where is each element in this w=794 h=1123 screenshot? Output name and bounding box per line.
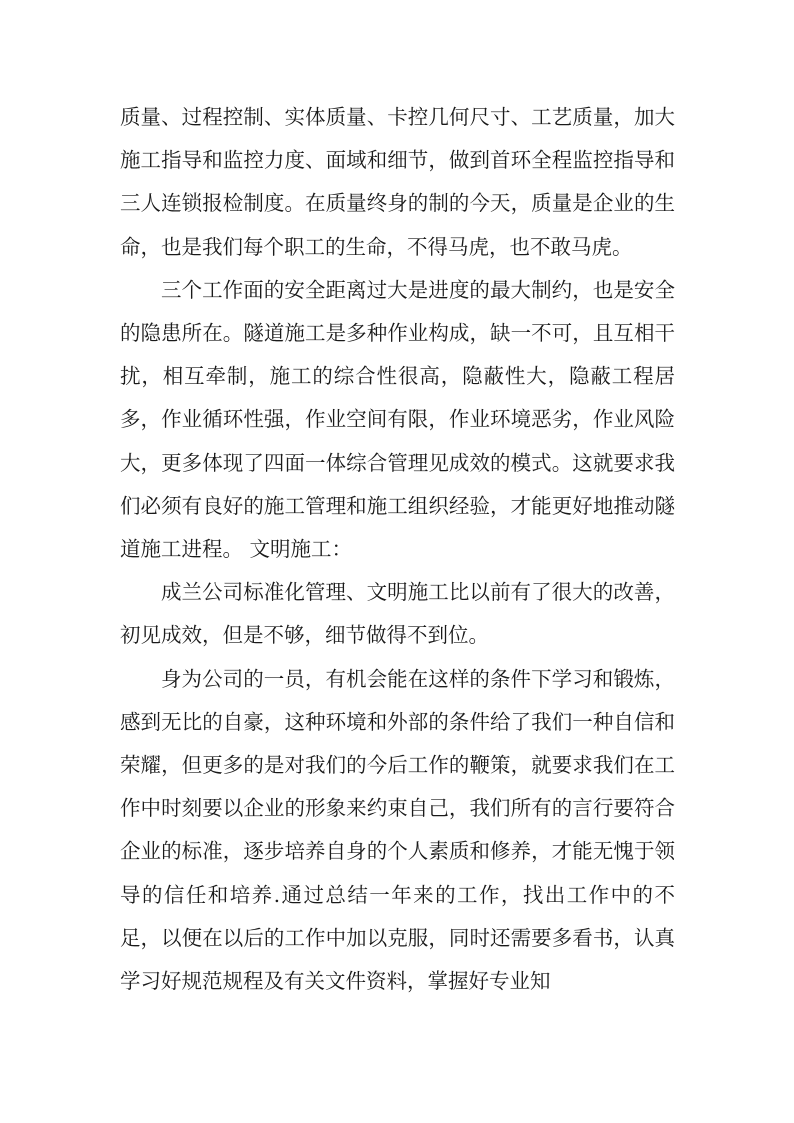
- document-body: [120, 96, 675, 1003]
- paragraph-self-reflection: 身为公司的一员，有机会能在这样的条件下学习和锻炼，感到无比的自豪，这种环境和外部的条件给了我们一种自信和荣耀，但更多的是对我们的今后工作的鞭策，就要求我们在工作中时刻要以企业的形象来约束自己，我们所有的言行要符合企业的标准，逐步培养自身的个人素质和修养，才能无愧于领导的信任和培养.通过总结一年来的工作，找出工作中的不足，以便在以后的工作中加以克服，同时还需要多看书，认真学习好规范规程及有关文件资料，掌握好专业知: [120, 666, 675, 994]
- paragraph-quality: 质量、过程控制、实体质量、卡控几何尺寸、工艺质量，加大施工指导和监控力度、面域和细节，做到首环全程监控指导和三人连锁报检制度。在质量终身的制的今天，质量是企业的生命，也是我们每个职工的生命，不得马虎，也不敢马虎。: [120, 105, 675, 259]
- paragraph-safety-distance: 三个工作面的安全距离过大是进度的最大制约，也是安全的隐患所在。隧道施工是多种作业构成，缺一不可，且互相干扰，相互牵制，施工的综合性很高，隐蔽性大，隐蔽工程居多，作业循环性强，作业空间有限，作业环境恶劣，作业风险大，更多体现了四面一体综合管理见成效的模式。这就要求我们必须有良好的施工管理和施工组织经验，才能更好地推动隧道施工进程。 文明施工：: [120, 277, 675, 562]
- paragraph-civilized-construction: 成兰公司标准化管理、文明施工比以前有了很大的改善，初见成效，但是不够，细节做得不到位。: [120, 580, 675, 648]
